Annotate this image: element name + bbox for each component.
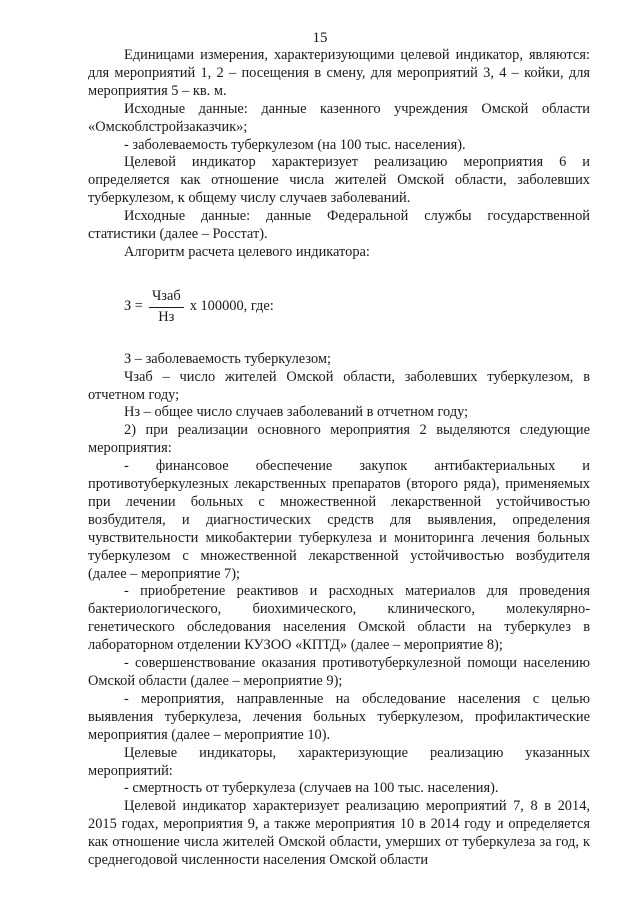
formula-rhs: х 100000, где: (189, 298, 274, 315)
paragraph-target-indicators: Целевые индикаторы, характеризующие реализацию указанных мероприятий: (88, 744, 590, 779)
formula-fraction (149, 288, 184, 327)
list-item-event-10: - мероприятия, направленные на обследование населения с целью выявления туберкулеза, лечения больных туберкулезом, профилактические мероприятия (далее – мероприятие 10). (88, 690, 590, 743)
paragraph-indicator-event-6: Целевой индикатор характеризует реализацию мероприятия 6 и определяется как отношение числа жителей Омской области, заболевших туберкулезом, к общему числу случаев заболеваний. (88, 154, 590, 207)
paragraph-def-z: З – заболеваемость туберкулезом; (124, 350, 331, 367)
list-item-event-9: - совершенствование оказания противотуберкулезной помощи населению Омской области (далее – мероприятие 9); (88, 655, 590, 689)
paragraph-source-data-1: Исходные данные: данные казенного учреждения Омской области «Омскоблстройзаказчик»; (88, 100, 590, 135)
list-item-event-8: - приобретение реактивов и расходных материалов для проведения бактериологического, биохимического, клинического, молекулярно-генетического обследования населения Омской области на туберкулез в лабораторном отделении КУЗОО «КПТД» (далее – мероприятие 8); (88, 583, 590, 654)
paragraph-tb-incidence: - заболеваемость туберкулезом (на 100 тыс. населения). (124, 136, 466, 153)
formula-denominator: Нз (158, 308, 175, 325)
paragraph-tb-mortality: - смертность от туберкулеза (случаев на 100 тыс. населения). (124, 780, 499, 797)
paragraph-algorithm: Алгоритм расчета целевого индикатора: (124, 243, 370, 260)
paragraph-units: Единицами измерения, характеризующими целевой индикатор, являются: для мероприятий 1, 2 – посещения в смену, для мероприятий 3, 4 – койки, для мероприятия 5 – кв. м. (88, 47, 590, 99)
page-number: 15 (312, 30, 328, 46)
formula-numerator: Чзаб (149, 288, 184, 308)
paragraph-def-chzab: Чзаб – число жителей Омской области, заболевших туберкулезом, в отчетном году; (88, 368, 590, 403)
paragraph-source-data-2: Исходные данные: данные Федеральной службы государственной статистики (далее – Росстат). (88, 208, 590, 243)
formula (124, 288, 590, 327)
paragraph-event-2: 2) при реализации основного мероприятия 2 выделяются следующие мероприятия: (88, 422, 590, 457)
document-body (88, 47, 590, 870)
formula-lhs: З = (124, 298, 143, 315)
paragraph-def-nz: Нз – общее число случаев заболеваний в отчетном году; (124, 404, 469, 421)
list-item-event-7: - финансовое обеспечение закупок антибактериальных и противотуберкулезных лекарственных препаратов (второго ряда), применяемых при лечении больных с множественной лекарственной устойчивостью возбудителя, и диагностических средств для выявления, определения чувствительности микобактерии туберкулеза и мониторинга лечения больных туберкулезом с множественной лекарственной устойчивостью возбудителя (далее – мероприятие 7); (88, 458, 590, 582)
paragraph-indicator-mortality: Целевой индикатор характеризует реализацию мероприятий 7, 8 в 2014, 2015 годах, мероприятия 9, а также мероприятия 10 в 2014 году и определяется как отношение числа жителей Омской области, умерших от туберкулеза за год, к среднегодовой численности населения Омской области (88, 798, 590, 869)
